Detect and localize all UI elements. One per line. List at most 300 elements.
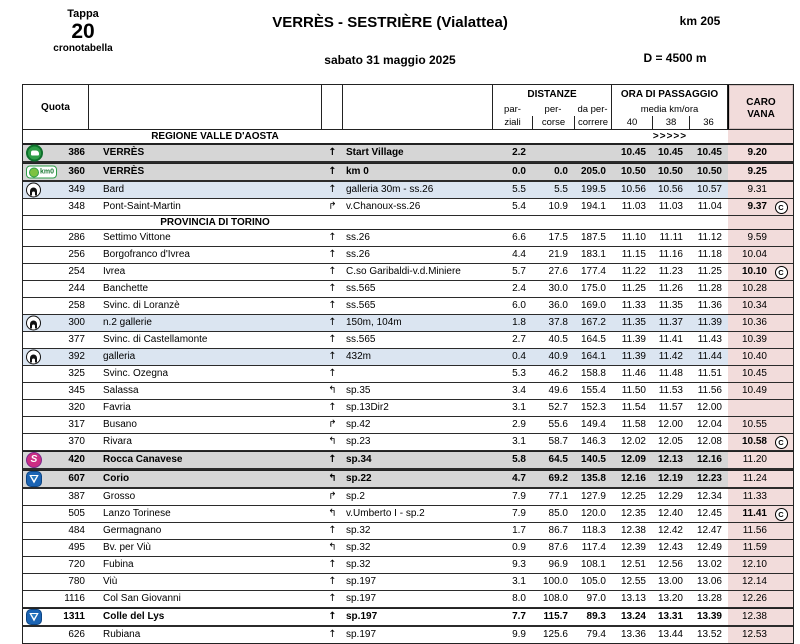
quota-cell: 420 S bbox=[23, 452, 89, 468]
table-row bbox=[23, 417, 793, 434]
direction-arrow-icon: ↑ bbox=[328, 266, 337, 277]
carovana-time: 12.10 bbox=[741, 559, 767, 570]
locality-cell: Svinc. di Loranzè bbox=[103, 300, 180, 311]
time-38-cell: 12.43 bbox=[657, 542, 683, 553]
direction-arrow-icon: ↑ bbox=[328, 283, 337, 294]
direction-arrow-icon: ↱ bbox=[328, 419, 337, 430]
carovana-cell bbox=[728, 281, 793, 297]
carovana-time: 10.34 bbox=[741, 300, 767, 311]
carovana-cell bbox=[728, 417, 793, 433]
carovana-time: 10.49 bbox=[741, 385, 767, 396]
carovana-time: 9.37 bbox=[747, 201, 767, 212]
carovana-time: 12.38 bbox=[741, 611, 767, 622]
time-36-cell: 11.56 bbox=[697, 385, 722, 396]
feed-zone-c-icon: C bbox=[775, 201, 788, 214]
time-36-cell: 12.23 bbox=[696, 473, 722, 484]
locality-cell: Rubiana bbox=[103, 629, 141, 640]
quota-cell: 484 bbox=[68, 525, 85, 536]
time-40-cell: 12.39 bbox=[620, 542, 646, 553]
time-38-cell: 11.11 bbox=[659, 232, 683, 243]
km-parziali-cell: 7.9 bbox=[512, 508, 526, 519]
direction-arrow-icon: ↑ bbox=[328, 317, 337, 328]
total-elevation: D = 4500 m bbox=[643, 51, 707, 65]
quota-cell: 720 bbox=[68, 559, 85, 570]
locality-cell: Bard bbox=[103, 184, 125, 195]
carovana-time: 10.58 bbox=[741, 436, 767, 447]
km-dapercorrere-cell: 187.5 bbox=[580, 232, 606, 243]
section-label: REGIONE VALLE D'AOSTA bbox=[151, 131, 279, 142]
direction-arrow-icon: ↱ bbox=[328, 201, 337, 212]
road-cell: sp.13Dir2 bbox=[346, 402, 389, 413]
road-cell bbox=[343, 366, 493, 382]
time-40-cell: 11.15 bbox=[621, 249, 646, 260]
stage-subtitle: cronotabella bbox=[53, 43, 113, 55]
road-cell: sp.32 bbox=[346, 542, 371, 553]
km-parziali-cell: 7.9 bbox=[512, 491, 526, 502]
km-percorse-cell: 49.6 bbox=[548, 385, 568, 396]
feed-zone-c-icon: C bbox=[775, 436, 788, 449]
carovana-time: 11.59 bbox=[742, 542, 767, 553]
km-dapercorrere-cell: 175.0 bbox=[580, 283, 606, 294]
km-parziali-cell: 1.8 bbox=[512, 317, 526, 328]
quota-cell: 320 bbox=[68, 402, 85, 413]
road-cell: sp.2 bbox=[346, 491, 365, 502]
table-row bbox=[23, 591, 793, 608]
carovana-time: 10.10 bbox=[741, 266, 767, 277]
time-40-cell: 12.25 bbox=[620, 491, 646, 502]
km-dapercorrere-cell: 183.1 bbox=[580, 249, 606, 260]
carovana-time: 9.20 bbox=[747, 147, 767, 158]
km-dapercorrere-cell: 158.8 bbox=[580, 368, 606, 379]
quota-cell: 348 bbox=[68, 201, 85, 212]
time-36-cell: 13.06 bbox=[696, 576, 722, 587]
subheader-percorse-bottom: corse bbox=[532, 116, 574, 129]
table-header bbox=[23, 85, 793, 130]
road-cell: sp.23 bbox=[346, 436, 371, 447]
carovana-time: 10.55 bbox=[741, 419, 767, 430]
quota-cell: 1311 bbox=[23, 609, 89, 625]
km-dapercorrere-cell: 164.5 bbox=[580, 334, 606, 345]
km-percorse-cell: 77.1 bbox=[548, 491, 568, 502]
table-row bbox=[23, 366, 793, 383]
direction-arrow-icon: ↑ bbox=[328, 351, 337, 362]
time-38-cell: 12.42 bbox=[657, 525, 683, 536]
time-36-cell: 11.04 bbox=[697, 201, 722, 212]
quota-cell: 345 bbox=[68, 385, 85, 396]
time-38-cell: 11.57 bbox=[658, 402, 683, 413]
carovana-time: 10.04 bbox=[741, 249, 767, 260]
km-dapercorrere-cell: 140.5 bbox=[580, 454, 606, 465]
km-zero-label: km0 bbox=[40, 168, 55, 176]
stage-label: Tappa bbox=[67, 8, 99, 20]
road-cell: galleria 30m - ss.26 bbox=[346, 184, 434, 195]
km-dapercorrere-cell: 117.4 bbox=[581, 542, 606, 553]
time-38-cell: 10.50 bbox=[657, 166, 683, 177]
km-dapercorrere-cell: 199.5 bbox=[580, 184, 606, 195]
km-parziali-cell: 2.4 bbox=[512, 283, 526, 294]
locality-cell: Rivara bbox=[103, 436, 132, 447]
locality-cell: Corio bbox=[103, 473, 130, 484]
quota-cell: 254 bbox=[68, 266, 85, 277]
time-36-cell: 12.00 bbox=[696, 402, 722, 413]
carovana-time: 11.33 bbox=[742, 491, 767, 502]
quota-cell: 317 bbox=[68, 419, 85, 430]
stage-date: sabato 31 maggio 2025 bbox=[324, 53, 456, 67]
direction-arrow-icon: ↑ bbox=[328, 147, 337, 158]
km-parziali-cell: 2.2 bbox=[512, 147, 526, 158]
km-percorse-cell bbox=[532, 145, 574, 161]
time-40-cell: 11.10 bbox=[621, 232, 646, 243]
km-parziali-cell: 3.1 bbox=[512, 402, 526, 413]
time-36-cell: 13.02 bbox=[696, 559, 722, 570]
table-row bbox=[23, 163, 793, 182]
km-percorse-cell: 115.7 bbox=[543, 611, 568, 622]
page-title: VERRÈS - SESTRIÈRE (Vialattea) bbox=[272, 14, 508, 31]
km-percorse-cell: 0.0 bbox=[554, 166, 568, 177]
time-36-cell: 12.16 bbox=[696, 454, 722, 465]
table-row bbox=[23, 199, 793, 216]
direction-arrow-icon: ↰ bbox=[328, 508, 337, 519]
time-40-cell: 12.35 bbox=[620, 508, 646, 519]
km-parziali-cell: 4.7 bbox=[512, 473, 526, 484]
carovana-band bbox=[728, 130, 793, 143]
km-parziali-cell: 5.7 bbox=[512, 266, 526, 277]
quota-cell: 325 bbox=[68, 368, 85, 379]
quota-cell: 505 bbox=[68, 508, 85, 519]
time-36-cell: 11.28 bbox=[697, 283, 722, 294]
stage-block bbox=[28, 8, 138, 54]
carovana-time: 11.24 bbox=[742, 473, 767, 484]
km-parziali-cell: 4.4 bbox=[512, 249, 526, 260]
carovana-cell bbox=[728, 591, 793, 607]
road-cell: Start Village bbox=[346, 147, 404, 158]
carovana-cell bbox=[728, 523, 793, 539]
km-percorse-cell: 37.8 bbox=[548, 317, 568, 328]
km-dapercorrere-cell: 149.4 bbox=[580, 419, 606, 430]
cronotabella-table bbox=[22, 84, 794, 644]
km-parziali-cell: 3.4 bbox=[512, 385, 526, 396]
locality-cell: Fubina bbox=[103, 559, 134, 570]
time-40-cell: 10.45 bbox=[620, 147, 646, 158]
quota-cell: 626 bbox=[68, 629, 85, 640]
time-38-cell: 11.42 bbox=[658, 351, 683, 362]
road-cell: ss.565 bbox=[346, 283, 376, 294]
table-row bbox=[23, 264, 793, 281]
carovana-cell bbox=[728, 383, 793, 399]
tunnel-arch bbox=[30, 355, 37, 363]
km-parziali-cell: 3.1 bbox=[512, 436, 526, 447]
direction-arrow-icon: ↰ bbox=[328, 436, 337, 447]
carovana-time: 9.59 bbox=[747, 232, 767, 243]
km-percorse-cell: 69.2 bbox=[548, 473, 568, 484]
quota-cell: 495 bbox=[68, 542, 85, 553]
time-38-cell: 12.13 bbox=[657, 454, 683, 465]
locality-cell: Lanzo Torinese bbox=[103, 508, 171, 519]
direction-arrow-icon: ↑ bbox=[328, 300, 337, 311]
time-38-cell: 11.35 bbox=[658, 300, 683, 311]
total-distance: km 205 bbox=[679, 14, 721, 28]
direction-arrow-icon: ↑ bbox=[328, 334, 337, 345]
carovana-time: 11.56 bbox=[742, 525, 767, 536]
time-40-cell: 11.22 bbox=[621, 266, 646, 277]
direction-arrow-icon: ↑ bbox=[328, 576, 337, 587]
km-dapercorrere-cell: 89.3 bbox=[586, 611, 606, 622]
column-header-quota: Quota bbox=[23, 85, 89, 129]
carovana-band bbox=[728, 216, 793, 229]
time-40-cell: 11.50 bbox=[621, 385, 646, 396]
time-36-cell: 12.47 bbox=[696, 525, 722, 536]
table-row bbox=[23, 451, 793, 470]
km-dapercorrere-cell: 108.1 bbox=[580, 559, 606, 570]
time-40-cell: 11.39 bbox=[621, 334, 646, 345]
carovana-cell bbox=[728, 145, 793, 161]
km-percorse-cell: 87.6 bbox=[548, 542, 568, 553]
carovana-time: 12.14 bbox=[741, 576, 767, 587]
column-header-ora-di-passaggio: ORA DI PASSAGGIO bbox=[612, 85, 728, 103]
km-parziali-cell: 0.9 bbox=[512, 542, 526, 553]
time-40-cell: 11.33 bbox=[621, 300, 646, 311]
carovana-time: 10.39 bbox=[741, 334, 767, 345]
quota-cell: 780 bbox=[68, 576, 85, 587]
road-cell: sp.197 bbox=[346, 576, 377, 587]
quota-cell: 256 bbox=[68, 249, 85, 260]
km-parziali-cell: 0.0 bbox=[512, 166, 526, 177]
quota-cell: 244 bbox=[68, 283, 85, 294]
quota-cell: 392 bbox=[23, 349, 89, 365]
carovana-cell bbox=[728, 182, 793, 198]
direction-arrow-icon: ↑ bbox=[328, 454, 337, 465]
km-percorse-cell: 30.0 bbox=[548, 283, 568, 294]
road-cell: sp.197 bbox=[346, 611, 378, 622]
table-row bbox=[23, 298, 793, 315]
time-36-cell: 12.08 bbox=[696, 436, 722, 447]
locality-cell: Busano bbox=[103, 419, 137, 430]
locality-cell: Grosso bbox=[103, 491, 136, 502]
column-header-distanze: DISTANZE bbox=[493, 85, 612, 103]
locality-cell: galleria bbox=[103, 351, 136, 362]
direction-chevrons: >>>>> bbox=[652, 131, 688, 142]
time-40-cell: 11.54 bbox=[621, 402, 646, 413]
km-dapercorrere-cell: 164.1 bbox=[580, 351, 606, 362]
carovana-cell bbox=[728, 199, 793, 215]
carovana-cell bbox=[728, 489, 793, 505]
time-40-cell: 12.38 bbox=[620, 525, 646, 536]
carovana-time: 9.25 bbox=[747, 166, 767, 177]
direction-arrow-icon: ↑ bbox=[328, 611, 337, 622]
time-38-cell: 13.31 bbox=[657, 611, 683, 622]
km-dapercorrere-cell: 167.2 bbox=[580, 317, 606, 328]
carovana-line2: VANA bbox=[747, 108, 775, 120]
carovana-cell bbox=[728, 471, 793, 487]
direction-arrow-icon: ↑ bbox=[328, 525, 337, 536]
carovana-cell bbox=[728, 540, 793, 556]
kom-icon bbox=[26, 471, 42, 487]
locality-cell: Ivrea bbox=[103, 266, 126, 277]
km-parziali-cell: 6.0 bbox=[512, 300, 526, 311]
locality-cell: Germagnano bbox=[103, 525, 162, 536]
km-parziali-cell: 6.6 bbox=[512, 232, 526, 243]
time-40-cell: 10.50 bbox=[620, 166, 646, 177]
direction-arrow-icon: ↰ bbox=[328, 542, 337, 553]
time-40-cell: 12.09 bbox=[620, 454, 646, 465]
road-cell: 150m, 104m bbox=[346, 317, 402, 328]
carovana-cell bbox=[728, 557, 793, 573]
quota-cell: 387 bbox=[68, 491, 85, 502]
time-38-cell: 11.16 bbox=[658, 249, 683, 260]
locality-cell: Bv. per Viù bbox=[103, 542, 151, 553]
locality-cell: Rocca Canavese bbox=[103, 454, 183, 465]
carovana-time: 10.36 bbox=[741, 317, 767, 328]
carovana-cell bbox=[728, 434, 793, 450]
locality-cell: Settimo Vittone bbox=[103, 232, 171, 243]
time-40-cell: 12.02 bbox=[620, 436, 646, 447]
direction-arrow-icon: ↑ bbox=[328, 402, 337, 413]
time-36-cell: 13.52 bbox=[696, 629, 722, 640]
time-36-cell: 10.45 bbox=[696, 147, 722, 158]
subheader-parziali-top: par- bbox=[504, 104, 521, 115]
carovana-cell bbox=[728, 366, 793, 382]
quota-cell: 377 bbox=[68, 334, 85, 345]
table-row bbox=[23, 627, 793, 643]
kom-inner-triangle bbox=[31, 476, 37, 481]
road-cell: sp.197 bbox=[346, 593, 377, 604]
time-40-cell: 12.55 bbox=[620, 576, 646, 587]
km-dapercorrere-cell: 120.0 bbox=[580, 508, 606, 519]
km-percorse-cell: 10.9 bbox=[548, 201, 568, 212]
time-36-cell: 11.39 bbox=[697, 317, 722, 328]
km-parziali-cell: 5.4 bbox=[512, 201, 526, 212]
direction-arrow-icon: ↰ bbox=[328, 473, 337, 484]
road-cell: sp.35 bbox=[346, 385, 371, 396]
carovana-cell bbox=[728, 506, 793, 522]
feed-zone-c-icon: C bbox=[775, 508, 788, 521]
km-parziali-cell: 3.1 bbox=[512, 576, 526, 587]
table-row bbox=[23, 470, 793, 489]
direction-arrow-icon: ↑ bbox=[328, 166, 337, 177]
direction-arrow-icon: ↑ bbox=[328, 593, 337, 604]
quota-cell: 386 bbox=[23, 145, 89, 161]
km-parziali-cell: 7.7 bbox=[512, 611, 526, 622]
km-parziali-cell: 2.9 bbox=[512, 419, 526, 430]
carovana-cell bbox=[728, 247, 793, 263]
road-cell: ss.26 bbox=[346, 232, 370, 243]
carovana-time: 11.20 bbox=[742, 454, 767, 465]
km-percorse-cell: 125.6 bbox=[542, 629, 568, 640]
locality-cell: Pont-Saint-Martin bbox=[103, 201, 181, 212]
direction-arrow-icon: ↑ bbox=[328, 368, 337, 379]
km-dapercorrere-cell: 105.0 bbox=[580, 576, 606, 587]
quota-cell: 258 bbox=[68, 300, 85, 311]
column-header-carovana bbox=[728, 85, 793, 129]
feed-zone-c-icon: C bbox=[775, 266, 788, 279]
time-40-cell: 13.13 bbox=[620, 593, 646, 604]
direction-arrow-icon: ↰ bbox=[328, 385, 337, 396]
km-percorse-cell: 64.5 bbox=[548, 454, 568, 465]
road-cell: ss.565 bbox=[346, 334, 376, 345]
carovana-cell bbox=[728, 298, 793, 314]
table-row bbox=[23, 144, 793, 163]
direction-arrow-icon: ↱ bbox=[328, 491, 337, 502]
road-cell: sp.32 bbox=[346, 525, 371, 536]
locality-cell: Viù bbox=[103, 576, 118, 587]
time-40-cell: 11.25 bbox=[621, 283, 646, 294]
subheader-dapercorrere-bottom: correre bbox=[574, 116, 612, 129]
quota-cell: 349 bbox=[23, 182, 89, 198]
table-row bbox=[23, 230, 793, 247]
road-cell: v.Chanoux-ss.26 bbox=[346, 201, 421, 212]
km-percorse-cell: 36.0 bbox=[548, 300, 568, 311]
km-percorse-cell: 100.0 bbox=[542, 576, 568, 587]
km-percorse-cell: 21.9 bbox=[548, 249, 568, 260]
time-36-cell: 11.43 bbox=[697, 334, 722, 345]
time-40-cell: 11.58 bbox=[621, 419, 646, 430]
km-percorse-cell: 86.7 bbox=[548, 525, 568, 536]
carovana-cell bbox=[728, 574, 793, 590]
time-36-cell: 11.44 bbox=[697, 351, 722, 362]
carovana-cell bbox=[728, 400, 793, 416]
carovana-line1: CARO bbox=[746, 97, 776, 108]
km-dapercorrere-cell bbox=[574, 145, 612, 161]
subheader-speed-38: 38 bbox=[652, 116, 689, 129]
quota-cell: 370 bbox=[68, 436, 85, 447]
carovana-time: 12.26 bbox=[741, 593, 767, 604]
quota-cell: 360 km0 bbox=[23, 164, 89, 180]
locality-cell: Col San Giovanni bbox=[103, 593, 181, 604]
table-row bbox=[23, 506, 793, 523]
locality-cell: Salassa bbox=[103, 385, 139, 396]
kom-inner-triangle bbox=[31, 614, 37, 619]
subheader-dapercorrere-top: da per- bbox=[574, 103, 612, 116]
table-body bbox=[23, 130, 793, 643]
time-40-cell: 13.36 bbox=[620, 629, 646, 640]
locality-cell: VERRÈS bbox=[103, 147, 145, 158]
time-38-cell: 10.45 bbox=[657, 147, 683, 158]
km-dapercorrere-cell: 135.8 bbox=[580, 473, 606, 484]
time-38-cell: 11.48 bbox=[658, 368, 683, 379]
column-header-road bbox=[343, 85, 493, 129]
kom-triangle bbox=[29, 613, 39, 622]
quota-cell: 300 bbox=[23, 315, 89, 331]
table-row bbox=[23, 608, 793, 627]
km-dapercorrere-cell: 205.0 bbox=[580, 166, 606, 177]
km-zero-icon bbox=[26, 166, 57, 179]
km-percorse-cell: 52.7 bbox=[548, 402, 568, 413]
time-36-cell: 11.36 bbox=[697, 300, 722, 311]
time-40-cell: 11.03 bbox=[621, 201, 646, 212]
km-percorse-cell: 85.0 bbox=[548, 508, 568, 519]
table-row bbox=[23, 315, 793, 332]
km-dapercorrere-cell: 194.1 bbox=[580, 201, 606, 212]
carovana-cell bbox=[728, 627, 793, 643]
km-percorse-cell: 27.6 bbox=[548, 266, 568, 277]
table-row bbox=[23, 540, 793, 557]
locality-cell: VERRÈS bbox=[103, 166, 145, 177]
time-38-cell: 11.23 bbox=[658, 266, 683, 277]
km-dapercorrere-cell: 155.4 bbox=[580, 385, 606, 396]
section-row bbox=[23, 216, 793, 230]
locality-cell: Svinc. Ozegna bbox=[103, 368, 169, 379]
road-cell: sp.34 bbox=[346, 454, 372, 465]
direction-arrow-icon: ↑ bbox=[328, 249, 337, 260]
km-parziali-cell: 5.3 bbox=[512, 368, 526, 379]
direction-arrow-icon: ↑ bbox=[328, 629, 337, 640]
column-header-direction bbox=[322, 85, 343, 129]
table-row bbox=[23, 247, 793, 264]
subheader-speed-36: 36 bbox=[689, 116, 728, 129]
time-38-cell: 12.00 bbox=[657, 419, 683, 430]
table-row bbox=[23, 434, 793, 451]
km-percorse-cell: 40.5 bbox=[548, 334, 568, 345]
